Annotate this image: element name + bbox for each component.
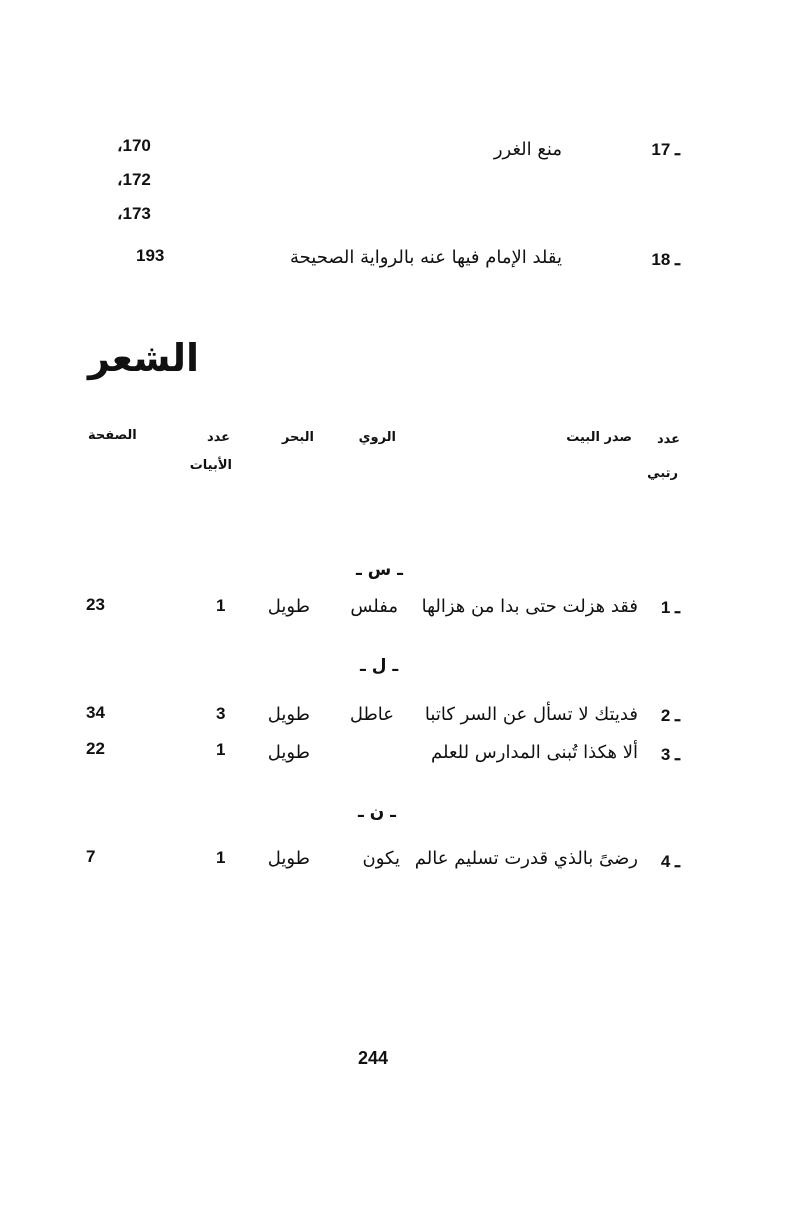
section-title: الشعر — [88, 336, 200, 380]
poem-2-count: 3 — [216, 704, 226, 723]
poem-1-rank: 1 ـ — [660, 598, 680, 617]
poem-1-meter: طويل — [267, 596, 310, 617]
poem-4-rhyme: يكون — [362, 848, 400, 869]
header-rank-line2: رتبي — [647, 466, 678, 481]
poem-4-rank: 4 ـ — [660, 852, 680, 871]
poem-1-rhyme: مفلس — [350, 596, 398, 617]
poem-1-verse: فقد هزلت حتى بدا من هزالها — [421, 596, 638, 617]
poem-3-rank: 3 ـ — [660, 745, 680, 764]
poem-2-rank: 2 ـ — [660, 706, 680, 725]
entry-18-text: يقلد الإمام فيها عنه بالرواية الصحيحة — [290, 247, 562, 268]
poem-2-verse: فديتك لا تسأل عن السر كاتبا — [424, 704, 638, 725]
poem-3-meter: طويل — [267, 742, 310, 763]
poem-2-page: 34 — [86, 703, 105, 722]
poem-4-meter: طويل — [267, 848, 310, 869]
entry-18-number: 18 ـ — [651, 250, 680, 269]
poem-1-count: 1 — [216, 596, 226, 615]
poem-1-page: 23 — [86, 595, 105, 614]
letter-group-sin: ـ س ـ — [356, 560, 403, 580]
header-page: الصفحة — [88, 428, 137, 443]
page-number: 244 — [358, 1048, 389, 1068]
poem-3-verse: ألا هكذا تُبنى المدارس للعلم — [431, 742, 638, 763]
header-rank-line1: عدد — [656, 432, 680, 447]
poem-2-meter: طويل — [267, 704, 310, 725]
poem-4-count: 1 — [216, 848, 226, 867]
entry-17-text: منع الغرر — [493, 139, 562, 160]
poem-4-page: 7 — [86, 847, 96, 866]
header-rhyme: الروي — [358, 430, 396, 445]
header-meter: البحر — [281, 430, 314, 445]
header-count-line2: الأبيات — [189, 458, 232, 473]
entry-17-number: 17 ـ — [651, 140, 680, 159]
poem-2-rhyme: عاطل — [349, 704, 394, 725]
entry-17-page-3: ،173 — [117, 204, 151, 223]
letter-group-lam: ـ ل ـ — [360, 656, 399, 676]
poem-3-count: 1 — [216, 740, 226, 759]
header-count-line1: عدد — [206, 430, 230, 445]
poem-4-verse: رضىً بالذي قدرت تسليم عالم — [414, 848, 638, 869]
entry-17-page-2: ،172 — [117, 170, 151, 189]
header-verse: صدر البيت — [566, 430, 632, 445]
entry-17-page-1: ،170 — [117, 136, 151, 155]
poem-3-page: 22 — [86, 739, 105, 758]
entry-18-page: 193 — [136, 246, 165, 265]
letter-group-nun: ـ ن ـ — [358, 802, 396, 822]
